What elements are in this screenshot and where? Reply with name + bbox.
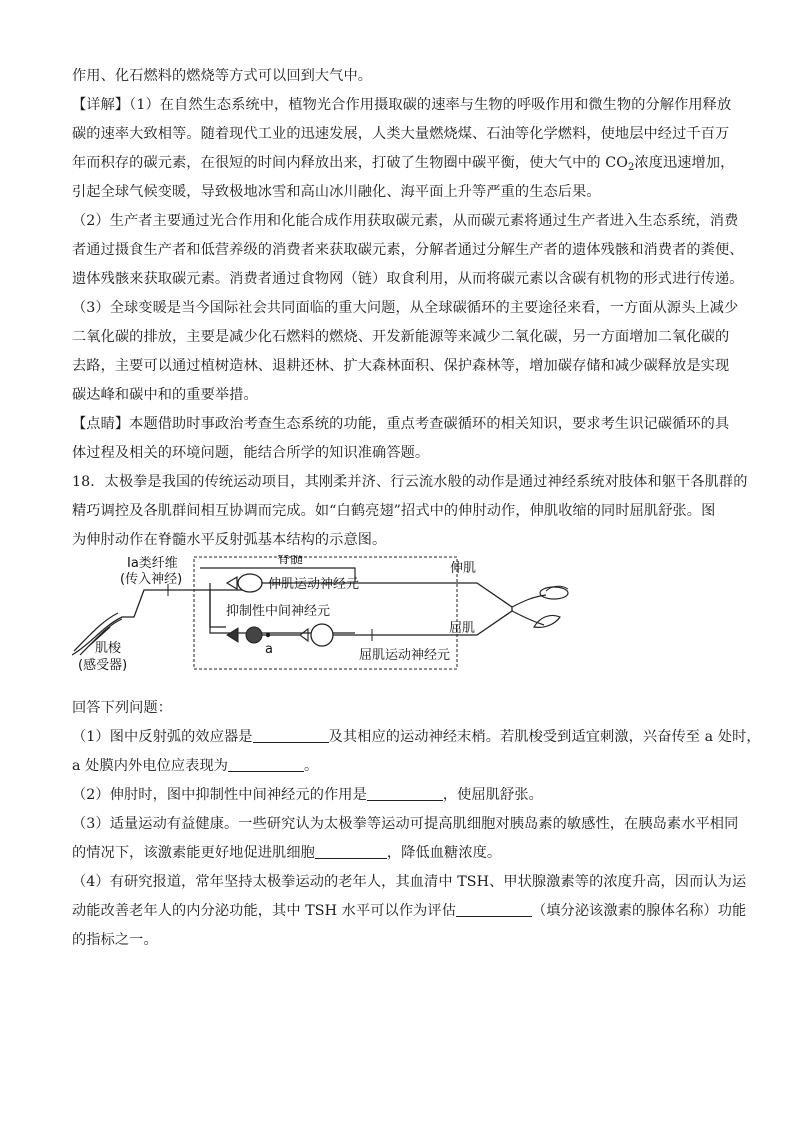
receptor-label: (感受器) xyxy=(78,658,128,673)
q18-line2: 精巧调控及各肌群间相互协调而完成。如“白鹤亮翅”招式中的伸肘动作，伸肌收缩的同时屈肌舒张。图 xyxy=(72,503,716,519)
flexor-motor-neuron-body xyxy=(311,624,333,646)
detail-p2-line3: 遗体残骸来获取碳元素。消费者通过食物网（链）取食利用，从而将碳元素以含碳有机物的形式进行传递。 xyxy=(72,271,744,287)
reflex-arc-svg xyxy=(72,555,722,690)
detail-p2-line2: 者通过摄食生产者和低营养级的消费者来获取碳元素，分解者通过分解生产者的遗体残骸和消费者的粪便、 xyxy=(72,242,744,258)
inhibitory-interneuron-body xyxy=(246,627,262,643)
detail-p2-line1: （2）生产者主要通过光合作用和化能合成作用获取碳元素，从而碳元素将通过生产者进入生态系统，消费 xyxy=(72,213,739,229)
q18-prompt: 回答下列问题： xyxy=(72,700,173,716)
flexor-motor-neuron-label: 屈肌运动神经元 xyxy=(359,648,451,663)
inhibitory-interneuron-label: 抑制性中间神经元 xyxy=(226,604,331,619)
synapse-interneuron xyxy=(227,628,238,642)
comment-tag: 【点睛】 xyxy=(72,416,130,432)
answer-blank-4[interactable] xyxy=(315,842,387,859)
afferent-nerve-label: (传入神经) xyxy=(120,572,183,587)
answer-blank-3[interactable] xyxy=(367,784,443,801)
comment-line1: 【点睛】本题借助时事政治考查生态系统的功能，重点考查碳循环的相关知识，要求考生识记碳循环的具 xyxy=(72,416,730,432)
reflex-arc-diagram xyxy=(72,555,722,690)
detail-p3-line2: 二氧化碳的排放，主要是减少化石燃料的燃烧、开发新能源等来减少二氧化碳，另一方面增加二氧化碳的 xyxy=(72,329,730,345)
detail-p1-line1: 【详解】（1）在自然生态系统中，植物光合作用摄取碳的速率与生物的呼吸作用和微生物的分解作用释放 xyxy=(72,97,732,113)
intro-line: 作用、化石燃料的燃烧等方式可以回到大气中。 xyxy=(72,68,373,84)
extensor-muscle xyxy=(540,587,568,599)
q18-sub4-line2: 动能改善老年人的内分泌功能，其中 TSH 水平可以作为评估 （填分泌该激素的腺体名称）功能 xyxy=(72,897,722,926)
flexor-label: 屈肌 xyxy=(449,621,476,636)
q18-sub3-line2: 的情况下，该激素能更好地促进肌细胞 ，降低血糖浓度。 xyxy=(72,839,722,868)
afferent-branch xyxy=(210,590,226,627)
document-page xyxy=(72,62,761,955)
detail-p3-line1: （3）全球变暖是当今国际社会共同面临的重大问题，从全球碳循环的主要途径来看，一方面从源头上减少 xyxy=(72,300,739,316)
extensor-motor-neuron-label: 伸肌运动神经元 xyxy=(268,577,360,592)
answer-blank-1[interactable] xyxy=(253,726,329,743)
synapse-extensor xyxy=(227,577,237,589)
flexor-muscle xyxy=(534,615,560,627)
q18-sub4-line1: （4）有研究报道，常年坚持太极拳运动的老年人，其血清中 TSH、甲状腺激素等的浓度升高，因而认为运 xyxy=(72,874,747,890)
point-a-label: a xyxy=(265,642,273,657)
q18-line3: 为伸肘动作在脊髓水平反射弧基本结构的示意图。 xyxy=(72,532,387,548)
q18-sub3-line1: （3）适量运动有益健康。一些研究认为太极拳等运动可提高肌细胞对胰岛素的敏感性，在胰岛素水平相同 xyxy=(72,816,739,832)
afferent-fiber-label: Ⅰa类纤维 xyxy=(127,556,178,571)
detail-tag: 【详解】 xyxy=(72,97,130,113)
answer-blank-2[interactable] xyxy=(228,755,304,772)
q18-line1: 18．太极拳是我国的传统运动项目，其刚柔并济、行云流水般的动作是通过神经系统对肢体和躯干各肌群的 xyxy=(72,474,748,490)
co2-subscript: 2 xyxy=(627,162,635,173)
spindle-label: 肌梭 xyxy=(95,641,122,656)
extensor-motor-neuron-body xyxy=(238,574,262,592)
nerve-endings xyxy=(512,595,546,625)
extensor-label: 伸肌 xyxy=(450,561,477,576)
q18-sub1-line2: a 处膜内外电位应表现为 。 xyxy=(72,752,722,781)
detail-p1-line3: 年而积存的碳元素，在很短的时间内释放出来，打破了生物圈中碳平衡，使大气中的 $CO_2$浓度迅速增加， xyxy=(72,155,735,173)
synapse-flexor xyxy=(300,629,308,641)
detail-p3-line3: 去路，主要可以通过植树造林、退耕还林、扩大森林面积、保护森林等，增加碳存储和减少碳释放是实现 xyxy=(72,358,730,374)
detail-p1-line2: 碳的速率大致相等。随着现代工业的迅速发展，人类大量燃烧煤、石油等化学燃料，使地层中经过千百万 xyxy=(72,126,730,142)
answer-blank-5[interactable] xyxy=(456,900,532,917)
detail-p1-line4: 引起全球气候变暖，导致极地冰雪和高山冰川融化、海平面上升等严重的生态后果。 xyxy=(72,184,601,200)
comment-line2: 体过程及相关的环境问题，能结合所学的知识准确答题。 xyxy=(72,445,430,461)
q18-sub1-line1: （1）图中反射弧的效应器是 及其相应的运动神经末梢。若肌梭受到适宜刺激，兴奋传至 a 处时， xyxy=(72,723,722,752)
q18-sub4-line3: 的指标之一。 xyxy=(72,932,158,948)
detail-p3-line4: 碳达峰和碳中和的重要举措。 xyxy=(72,387,258,403)
spinal-cord-label: 脊髓 xyxy=(277,555,304,567)
q18-sub2: （2）伸肘时，图中抑制性中间神经元的作用是 ，使屈肌舒张。 xyxy=(72,781,722,810)
